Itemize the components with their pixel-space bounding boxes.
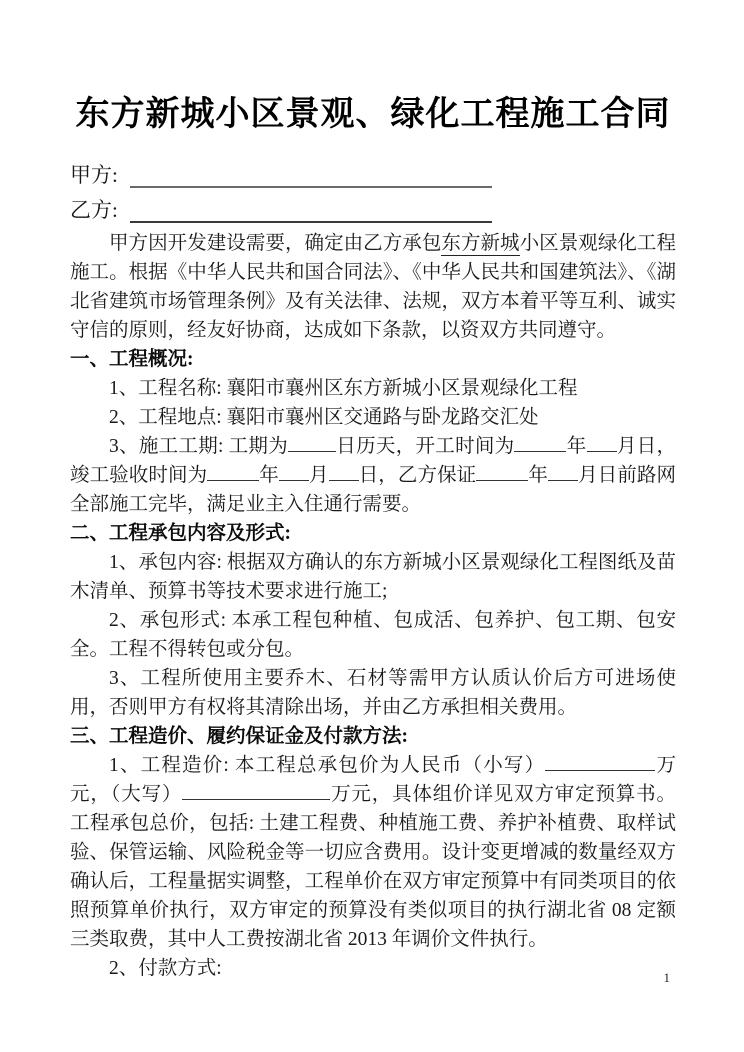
text-segment: 月日前路网全部施工完毕，满足业主入住通行需要。 xyxy=(70,465,676,515)
blank-underline xyxy=(279,461,309,481)
blank-underline xyxy=(514,432,566,452)
party-b-blank-line xyxy=(130,195,492,223)
blank-underline xyxy=(288,432,336,452)
paragraph xyxy=(70,954,676,983)
party-a-blank-line xyxy=(130,160,492,188)
contract-body xyxy=(70,229,676,983)
party-b-row xyxy=(70,188,676,223)
text-segment: 一、工程概况: xyxy=(70,349,194,370)
contract-title: 东方新城小区景观、绿化工程施工合同 xyxy=(75,96,671,133)
paragraph xyxy=(70,548,676,606)
text-segment: 三、工程造价、履约保证金及付款方法: xyxy=(70,726,408,747)
section-heading xyxy=(70,519,676,548)
party-a-row xyxy=(70,153,676,188)
parties-block xyxy=(70,153,676,223)
section-heading xyxy=(70,722,676,751)
text-segment: 年 xyxy=(566,436,587,457)
paragraph xyxy=(70,403,676,432)
text-segment: 年 xyxy=(259,465,279,486)
blank-underline xyxy=(545,751,655,771)
party-b-label: 乙方: xyxy=(70,198,118,222)
text-segment: 二、工程承包内容及形式: xyxy=(70,523,291,544)
paragraph xyxy=(70,751,676,954)
text-segment: 万元，（大写） xyxy=(70,755,676,805)
text-segment: 1、承包内容: 根据双方确认的东方新城小区景观绿化工程图纸及苗木清单、预算书等技术要求进行施工; xyxy=(70,552,676,602)
paragraph xyxy=(70,606,676,664)
party-a-label: 甲方: xyxy=(70,163,118,187)
page-number: 1 xyxy=(663,970,670,985)
text-segment: 1、工程造价: 本工程总承包价为人民币（小写） xyxy=(109,755,546,776)
blank-underline xyxy=(207,461,259,481)
blank-underline xyxy=(587,432,617,452)
text-segment: 月 xyxy=(308,465,329,486)
text-segment: 小区景观绿化工程施工。根据《中华人民共和国合同法》、《中华人民共和国建筑法》、《湖北省建筑市场管理条例》及有关法律、法规，双方本着平等互利、诚实守信的原则，经友好协商，达成如下条款，以资双方共同遵守。 xyxy=(70,233,676,341)
text-segment: 2、工程地点: 襄阳市襄州区交通路与卧龙路交汇处 xyxy=(109,407,539,428)
text-segment: 3、施工工期: 工期为 xyxy=(109,436,289,457)
text-segment: 日，乙方保证 xyxy=(358,465,477,486)
blank-underline xyxy=(182,780,330,800)
blank-underline xyxy=(548,461,578,481)
paragraph xyxy=(70,664,676,722)
text-segment: 3、工程所使用主要乔木、石材等需甲方认质认价后方可进场使用，否则甲方有权将其清除出场，并由乙方承担相关费用。 xyxy=(70,668,676,718)
paragraph xyxy=(70,229,676,345)
paragraph xyxy=(70,432,676,519)
text-segment: 2、承包形式: 本承工程包种植、包成活、包养护、包工期、包安全。工程不得转包或分包。 xyxy=(70,610,676,660)
text-segment: 万元，具体组价详见双方审定预算书。工程承包总价，包括: 土建工程费、种植施工费、养护补植费、取样试验、保管运输、风险税金等一切应含费用。设计变更增减的数量经双方确认后，工程量据实调整，工程单价在双方审定预算中有同类项目的依照预算单价执行，双方审定的预算没有类似项目的执行湖北省 08 定额三类取费，其中人工费按湖北省 2013 年调价文件执行。 xyxy=(70,784,676,950)
text-segment: 甲方因开发建设需要，确定由乙方承包 xyxy=(109,233,442,254)
underlined-text: 东方新城 xyxy=(441,233,520,254)
blank-underline xyxy=(476,461,528,481)
text-segment: 年 xyxy=(528,465,548,486)
text-segment: 1、工程名称: 襄阳市襄州区东方新城小区景观绿化工程 xyxy=(109,378,578,399)
blank-underline xyxy=(329,461,359,481)
paragraph xyxy=(70,374,676,403)
section-heading xyxy=(70,345,676,374)
text-segment: 日历天，开工时间为 xyxy=(336,436,515,457)
text-segment: 月日，竣工验收时间为 xyxy=(70,436,676,486)
text-segment: 2、付款方式: xyxy=(109,958,222,979)
